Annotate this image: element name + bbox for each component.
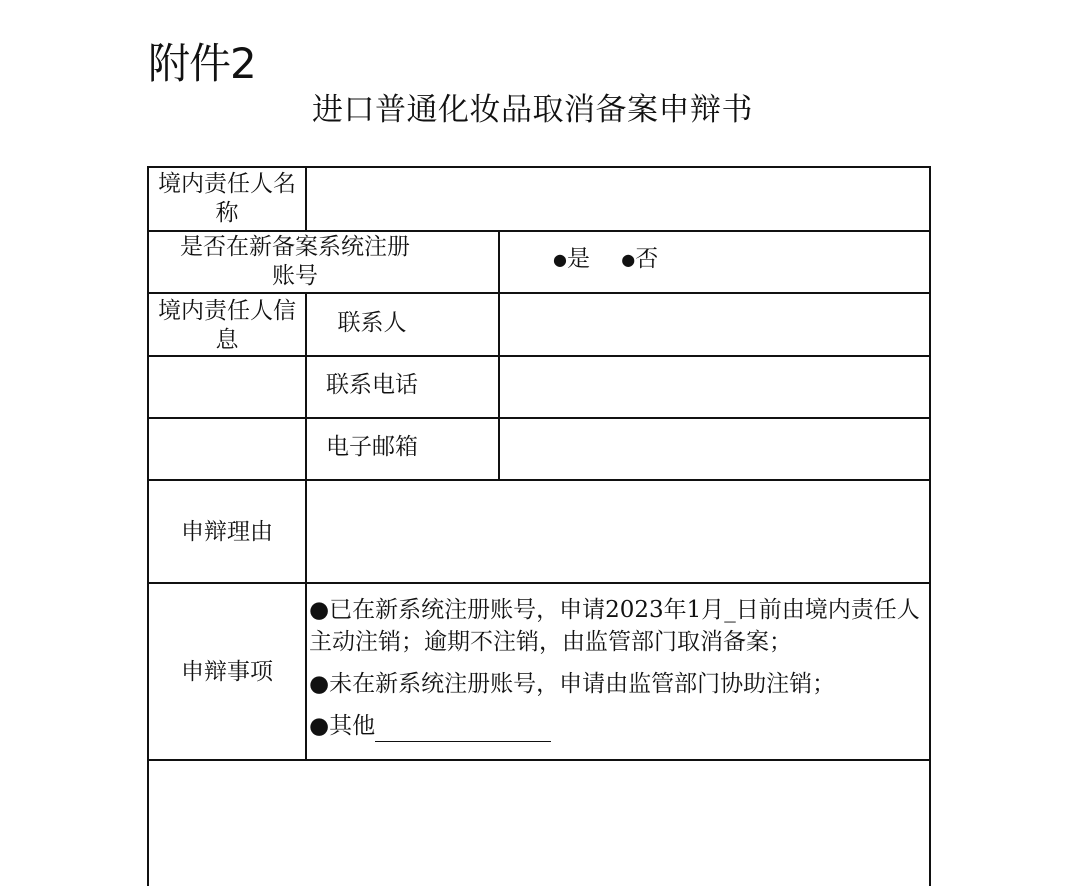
option-yes[interactable] — [553, 245, 590, 274]
responsible-name-label: 境内责任人名称 — [158, 171, 296, 226]
matters-label: 申辩事项 — [181, 659, 273, 685]
matters-list — [309, 594, 929, 752]
bullet-icon: ● — [621, 250, 636, 269]
contact-phone-label: 联系电话 — [326, 372, 418, 398]
registered-options — [553, 245, 753, 274]
bullet-icon: ● — [553, 250, 567, 269]
option-yes-label: 是 — [566, 246, 590, 272]
application-form-table — [147, 166, 931, 886]
matter-item-other-label: ●其他 — [309, 713, 376, 739]
matter-item-other[interactable] — [309, 710, 929, 742]
signature-area[interactable] — [149, 761, 929, 888]
option-no[interactable] — [621, 245, 658, 274]
row-divider — [149, 582, 929, 584]
registered-question-label: 是否在新备案系统注册账号 — [180, 234, 410, 289]
matter-item[interactable]: ●未在新系统注册账号，申请由监管部门协助注销； — [309, 671, 836, 697]
row-divider — [149, 230, 929, 232]
contact-person-label: 联系人 — [337, 310, 407, 336]
reason-label: 申辩理由 — [181, 519, 273, 545]
attachment-label: 附件2 — [148, 39, 256, 88]
other-blank-line[interactable] — [375, 715, 551, 742]
matter-item[interactable]: ●已在新系统注册账号，申请2023年1月_日前由境内责任人主动注销；逾期不注销，由监管部门取消备案； — [309, 597, 920, 655]
email-field[interactable] — [500, 419, 929, 479]
contact-phone-field[interactable] — [500, 357, 929, 417]
contact-person-field[interactable] — [500, 294, 929, 355]
reason-field[interactable] — [307, 481, 929, 582]
responsible-info-label: 境内责任人信息 — [158, 298, 296, 353]
option-no-label: 否 — [635, 246, 659, 272]
responsible-name-field[interactable] — [307, 168, 929, 230]
email-label: 电子邮箱 — [326, 434, 418, 460]
document-title: 进口普通化妆品取消备案申辩书 — [312, 92, 753, 128]
